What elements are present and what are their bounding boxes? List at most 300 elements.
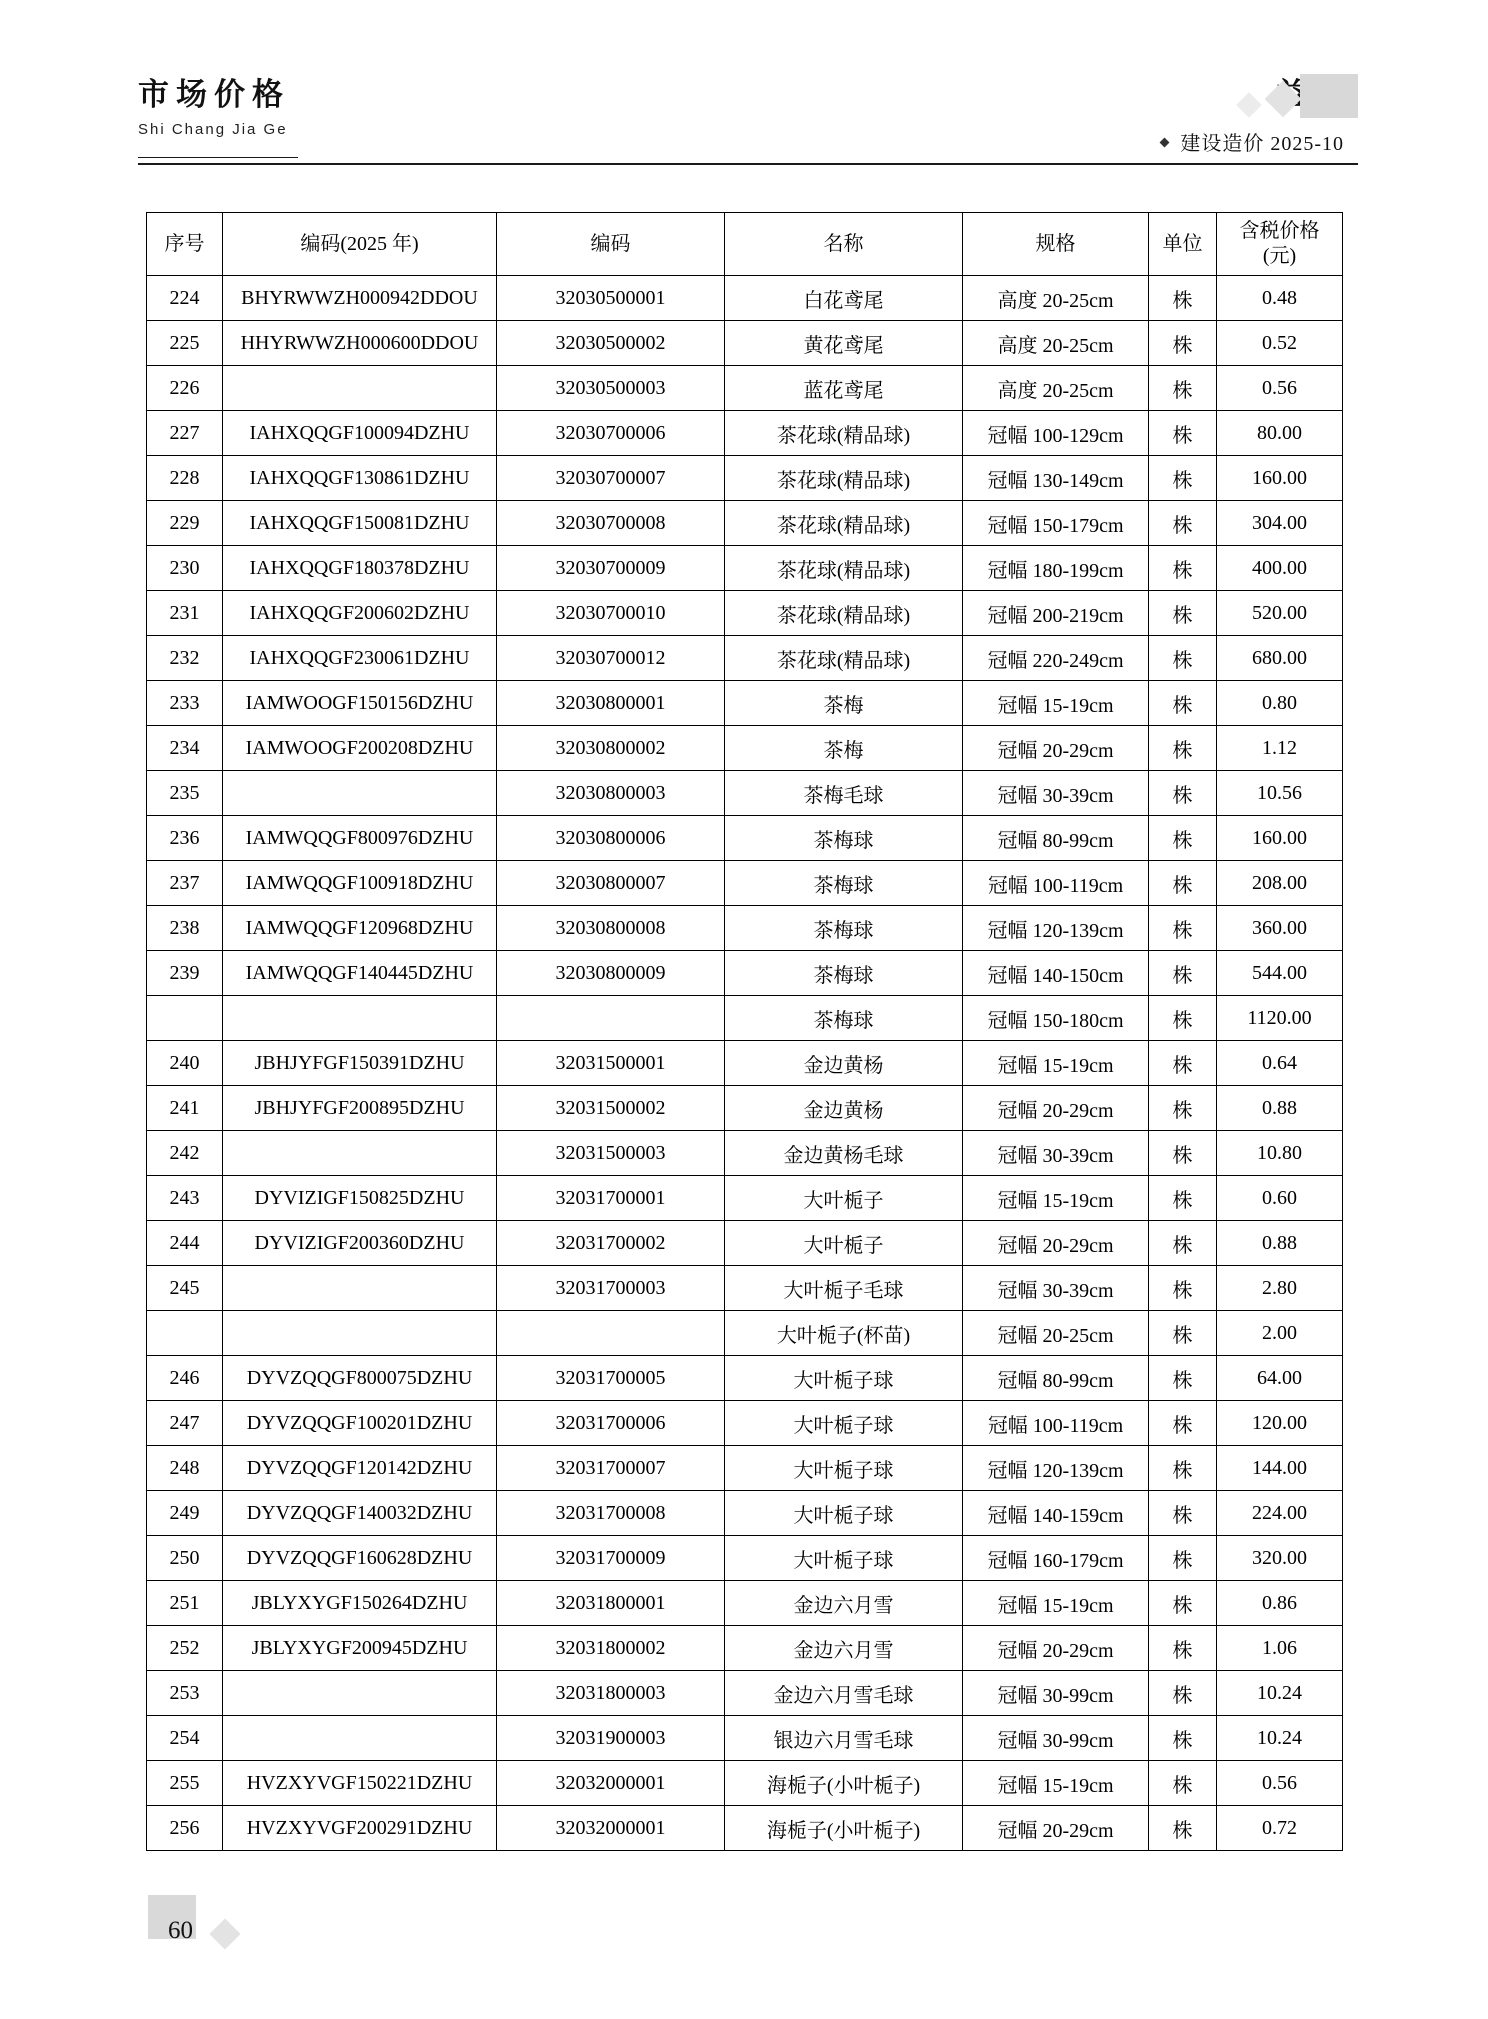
table-row (147, 1446, 1343, 1491)
cell-unit: 株 (1149, 1176, 1217, 1221)
cell-code-2025: DYVIZIGF200360DZHU (223, 1221, 497, 1266)
cell-name: 茶花球(精品球) (725, 546, 963, 591)
cell-name: 茶花球(精品球) (725, 636, 963, 681)
table-row (147, 1221, 1343, 1266)
cell-name: 金边六月雪 (725, 1626, 963, 1671)
cell-spec: 冠幅 120-139cm (963, 906, 1149, 951)
cell-name: 茶梅毛球 (725, 771, 963, 816)
cell-code-2025: JBHJYFGF200895DZHU (223, 1086, 497, 1131)
cell-name: 茶梅 (725, 681, 963, 726)
cell-code: 32031700005 (497, 1356, 725, 1401)
cell-code-2025: IAHXQQGF230061DZHU (223, 636, 497, 681)
footer-decoration-diamond (209, 1918, 240, 1949)
cell-unit: 株 (1149, 501, 1217, 546)
cell-code-2025: HHYRWWZH000600DDOU (223, 321, 497, 366)
cell-price: 400.00 (1217, 546, 1343, 591)
cell-index: 242 (147, 1131, 223, 1176)
cell-price: 0.88 (1217, 1221, 1343, 1266)
cell-name: 大叶栀子球 (725, 1536, 963, 1581)
table-row (147, 276, 1343, 321)
cell-name: 茶梅球 (725, 996, 963, 1041)
cell-index: 245 (147, 1266, 223, 1311)
cell-index: 224 (147, 276, 223, 321)
cell-unit: 株 (1149, 726, 1217, 771)
cell-price: 160.00 (1217, 816, 1343, 861)
page-header (138, 78, 1358, 168)
cell-spec: 冠幅 15-19cm (963, 1761, 1149, 1806)
cell-unit: 株 (1149, 1266, 1217, 1311)
cell-price: 0.80 (1217, 681, 1343, 726)
cell-unit: 株 (1149, 1221, 1217, 1266)
cell-code-2025: DYVZQQGF100201DZHU (223, 1401, 497, 1446)
cell-name: 大叶栀子球 (725, 1491, 963, 1536)
cell-price: 120.00 (1217, 1401, 1343, 1446)
cell-code: 32030700012 (497, 636, 725, 681)
table-row (147, 1581, 1343, 1626)
col-header-price-line1: 含税价格 (1239, 220, 1320, 242)
table-row (147, 1041, 1343, 1086)
cell-unit: 株 (1149, 1041, 1217, 1086)
cell-code-2025: DYVZQQGF120142DZHU (223, 1446, 497, 1491)
cell-name: 大叶栀子球 (725, 1446, 963, 1491)
cell-unit: 株 (1149, 1761, 1217, 1806)
cell-price: 160.00 (1217, 456, 1343, 501)
cell-code-2025: DYVZQQGF800075DZHU (223, 1356, 497, 1401)
cell-name: 茶梅球 (725, 816, 963, 861)
cell-unit: 株 (1149, 1716, 1217, 1761)
cell-index: 243 (147, 1176, 223, 1221)
table-row (147, 1356, 1343, 1401)
cell-index: 252 (147, 1626, 223, 1671)
cell-index: 236 (147, 816, 223, 861)
cell-index: 239 (147, 951, 223, 996)
cell-name: 大叶栀子 (725, 1176, 963, 1221)
cell-name: 银边六月雪毛球 (725, 1716, 963, 1761)
cell-index: 250 (147, 1536, 223, 1581)
page-footer (148, 1895, 448, 1955)
cell-price: 680.00 (1217, 636, 1343, 681)
cell-spec: 冠幅 180-199cm (963, 546, 1149, 591)
cell-code-2025: IAHXQQGF150081DZHU (223, 501, 497, 546)
cell-name: 茶花球(精品球) (725, 591, 963, 636)
cell-spec: 冠幅 20-29cm (963, 1626, 1149, 1671)
cell-code: 32031700003 (497, 1266, 725, 1311)
cell-spec: 冠幅 20-25cm (963, 1311, 1149, 1356)
cell-code-2025: BHYRWWZH000942DDOU (223, 276, 497, 321)
cell-unit: 株 (1149, 546, 1217, 591)
cell-code: 32030700010 (497, 591, 725, 636)
cell-unit: 株 (1149, 1401, 1217, 1446)
cell-price: 520.00 (1217, 591, 1343, 636)
cell-unit: 株 (1149, 1086, 1217, 1131)
table-row (147, 1536, 1343, 1581)
cell-code: 32031500001 (497, 1041, 725, 1086)
diamond-icon (1160, 137, 1170, 147)
cell-price: 0.88 (1217, 1086, 1343, 1131)
cell-code-2025: JBLYXYGF150264DZHU (223, 1581, 497, 1626)
cell-price: 64.00 (1217, 1356, 1343, 1401)
cell-code-2025: IAHXQQGF180378DZHU (223, 546, 497, 591)
cell-spec: 冠幅 150-179cm (963, 501, 1149, 546)
cell-price: 0.64 (1217, 1041, 1343, 1086)
cell-name: 茶梅球 (725, 906, 963, 951)
cell-spec: 冠幅 30-39cm (963, 1131, 1149, 1176)
cell-price: 144.00 (1217, 1446, 1343, 1491)
cell-unit: 株 (1149, 1671, 1217, 1716)
header-right (758, 78, 1358, 156)
cell-price: 10.24 (1217, 1671, 1343, 1716)
decoration-square (1300, 74, 1358, 118)
cell-price: 0.48 (1217, 276, 1343, 321)
table-row (147, 726, 1343, 771)
col-header-price-line2: (元) (1262, 245, 1297, 267)
col-header-spec: 规格 (963, 213, 1149, 276)
table-row (147, 861, 1343, 906)
cell-index: 256 (147, 1806, 223, 1851)
cell-code-2025: DYVIZIGF150825DZHU (223, 1176, 497, 1221)
cell-unit: 株 (1149, 411, 1217, 456)
cell-unit: 株 (1149, 771, 1217, 816)
price-table (146, 212, 1343, 1851)
cell-code: 32032000001 (497, 1806, 725, 1851)
table-row (147, 546, 1343, 591)
cell-index: 231 (147, 591, 223, 636)
cell-spec: 冠幅 30-39cm (963, 771, 1149, 816)
cell-name: 大叶栀子(杯苗) (725, 1311, 963, 1356)
cell-spec: 冠幅 80-99cm (963, 816, 1149, 861)
cell-spec: 冠幅 30-99cm (963, 1671, 1149, 1716)
cell-code: 32030700007 (497, 456, 725, 501)
cell-code-2025 (223, 996, 497, 1041)
cell-index: 248 (147, 1446, 223, 1491)
cell-unit: 株 (1149, 321, 1217, 366)
cell-index: 255 (147, 1761, 223, 1806)
section-title: 市场价格 (138, 77, 290, 112)
cell-index: 241 (147, 1086, 223, 1131)
cell-code-2025 (223, 1716, 497, 1761)
cell-code: 32032000001 (497, 1761, 725, 1806)
cell-code: 32030800003 (497, 771, 725, 816)
cell-code-2025: IAMWQQGF120968DZHU (223, 906, 497, 951)
cell-price: 10.24 (1217, 1716, 1343, 1761)
cell-unit: 株 (1149, 1536, 1217, 1581)
cell-code: 32031500002 (497, 1086, 725, 1131)
cell-code: 32031800002 (497, 1626, 725, 1671)
col-header-price (1217, 213, 1343, 276)
cell-name: 金边黄杨 (725, 1086, 963, 1131)
cell-code: 32030500001 (497, 276, 725, 321)
cell-index: 246 (147, 1356, 223, 1401)
cell-code: 32031700006 (497, 1401, 725, 1446)
table-row (147, 1806, 1343, 1851)
price-table-container (146, 212, 1342, 1851)
cell-index: 253 (147, 1671, 223, 1716)
cell-price: 0.56 (1217, 1761, 1343, 1806)
cell-spec: 高度 20-25cm (963, 321, 1149, 366)
cell-name: 茶花球(精品球) (725, 411, 963, 456)
cell-index: 226 (147, 366, 223, 411)
cell-spec: 冠幅 15-19cm (963, 1041, 1149, 1086)
cell-index (147, 1311, 223, 1356)
cell-price: 0.56 (1217, 366, 1343, 411)
table-row (147, 321, 1343, 366)
cell-code: 32031700007 (497, 1446, 725, 1491)
cell-name: 大叶栀子毛球 (725, 1266, 963, 1311)
col-header-unit: 单位 (1149, 213, 1217, 276)
table-row (147, 951, 1343, 996)
cell-code-2025: HVZXYVGF150221DZHU (223, 1761, 497, 1806)
table-row (147, 1266, 1343, 1311)
cell-spec: 冠幅 80-99cm (963, 1356, 1149, 1401)
cell-price: 320.00 (1217, 1536, 1343, 1581)
cell-code: 32031900003 (497, 1716, 725, 1761)
cell-code: 32030800008 (497, 906, 725, 951)
cell-spec: 冠幅 140-150cm (963, 951, 1149, 996)
cell-unit: 株 (1149, 366, 1217, 411)
cell-name: 黄花鸢尾 (725, 321, 963, 366)
cell-price: 10.56 (1217, 771, 1343, 816)
table-row (147, 1716, 1343, 1761)
cell-name: 金边黄杨毛球 (725, 1131, 963, 1176)
publication-subtitle (758, 127, 1358, 156)
table-row (147, 456, 1343, 501)
table-row (147, 636, 1343, 681)
cell-index (147, 996, 223, 1041)
cell-unit: 株 (1149, 681, 1217, 726)
cell-name: 茶花球(精品球) (725, 501, 963, 546)
cell-code: 32031700008 (497, 1491, 725, 1536)
cell-spec: 冠幅 100-119cm (963, 861, 1149, 906)
cell-code: 32030800006 (497, 816, 725, 861)
cell-spec: 冠幅 30-39cm (963, 1266, 1149, 1311)
cell-index: 234 (147, 726, 223, 771)
cell-index: 237 (147, 861, 223, 906)
cell-price: 2.00 (1217, 1311, 1343, 1356)
cell-name: 茶梅球 (725, 861, 963, 906)
cell-code (497, 996, 725, 1041)
table-row (147, 1131, 1343, 1176)
cell-index: 251 (147, 1581, 223, 1626)
cell-code: 32031700001 (497, 1176, 725, 1221)
cell-index: 254 (147, 1716, 223, 1761)
cell-code: 32031500003 (497, 1131, 725, 1176)
table-row (147, 366, 1343, 411)
cell-name: 海栀子(小叶栀子) (725, 1761, 963, 1806)
cell-index: 249 (147, 1491, 223, 1536)
cell-name: 金边六月雪 (725, 1581, 963, 1626)
cell-code-2025 (223, 1131, 497, 1176)
cell-unit: 株 (1149, 1491, 1217, 1536)
cell-index: 247 (147, 1401, 223, 1446)
cell-index: 238 (147, 906, 223, 951)
cell-code: 32030700009 (497, 546, 725, 591)
cell-index: 229 (147, 501, 223, 546)
cell-spec: 冠幅 220-249cm (963, 636, 1149, 681)
cell-index: 228 (147, 456, 223, 501)
cell-index: 232 (147, 636, 223, 681)
cell-unit: 株 (1149, 456, 1217, 501)
cell-spec: 冠幅 20-29cm (963, 1086, 1149, 1131)
cell-code-2025 (223, 1311, 497, 1356)
cell-price: 0.60 (1217, 1176, 1343, 1221)
cell-code: 32030700008 (497, 501, 725, 546)
cell-price: 0.86 (1217, 1581, 1343, 1626)
table-row (147, 501, 1343, 546)
cell-code: 32030800002 (497, 726, 725, 771)
cell-code-2025: IAMWQQGF140445DZHU (223, 951, 497, 996)
cell-spec: 冠幅 15-19cm (963, 681, 1149, 726)
cell-price: 0.52 (1217, 321, 1343, 366)
cell-spec: 冠幅 15-19cm (963, 1176, 1149, 1221)
cell-name: 海栀子(小叶栀子) (725, 1806, 963, 1851)
cell-price: 304.00 (1217, 501, 1343, 546)
table-row (147, 1761, 1343, 1806)
table-row (147, 771, 1343, 816)
cell-code-2025: IAHXQQGF130861DZHU (223, 456, 497, 501)
cell-code (497, 1311, 725, 1356)
publication-subtitle-text: 建设造价 2025-10 (1180, 133, 1344, 155)
cell-unit: 株 (1149, 276, 1217, 321)
cell-unit: 株 (1149, 1581, 1217, 1626)
cell-name: 白花鸢尾 (725, 276, 963, 321)
cell-price: 2.80 (1217, 1266, 1343, 1311)
cell-unit: 株 (1149, 906, 1217, 951)
cell-code: 32030700006 (497, 411, 725, 456)
cell-code-2025 (223, 1266, 497, 1311)
cell-index: 233 (147, 681, 223, 726)
cell-spec: 冠幅 20-29cm (963, 1806, 1149, 1851)
cell-unit: 株 (1149, 1806, 1217, 1851)
table-header-row (147, 213, 1343, 276)
table-body (147, 276, 1343, 1851)
cell-name: 大叶栀子球 (725, 1356, 963, 1401)
cell-spec: 冠幅 30-99cm (963, 1716, 1149, 1761)
cell-index: 235 (147, 771, 223, 816)
cell-name: 大叶栀子 (725, 1221, 963, 1266)
cell-code-2025: IAHXQQGF200602DZHU (223, 591, 497, 636)
cell-index: 227 (147, 411, 223, 456)
cell-code-2025: IAMWQQGF800976DZHU (223, 816, 497, 861)
cell-index: 230 (147, 546, 223, 591)
cell-name: 金边六月雪毛球 (725, 1671, 963, 1716)
cell-code: 32031800001 (497, 1581, 725, 1626)
table-row (147, 1626, 1343, 1671)
cell-price: 208.00 (1217, 861, 1343, 906)
cell-code-2025: IAHXQQGF100094DZHU (223, 411, 497, 456)
cell-spec: 冠幅 130-149cm (963, 456, 1149, 501)
cell-code: 32030500003 (497, 366, 725, 411)
cell-name: 金边黄杨 (725, 1041, 963, 1086)
cell-unit: 株 (1149, 996, 1217, 1041)
col-header-code: 编码 (497, 213, 725, 276)
table-row (147, 411, 1343, 456)
cell-code-2025: DYVZQQGF160628DZHU (223, 1536, 497, 1581)
cell-code-2025: HVZXYVGF200291DZHU (223, 1806, 497, 1851)
cell-price: 360.00 (1217, 906, 1343, 951)
col-header-code-2025: 编码(2025 年) (223, 213, 497, 276)
header-underline (138, 163, 1358, 165)
cell-code: 32030500002 (497, 321, 725, 366)
cell-unit: 株 (1149, 1356, 1217, 1401)
cell-spec: 冠幅 150-180cm (963, 996, 1149, 1041)
cell-spec: 冠幅 120-139cm (963, 1446, 1149, 1491)
cell-spec: 高度 20-25cm (963, 366, 1149, 411)
table-head (147, 213, 1343, 276)
section-title-pinyin: Shi Chang Jia Ge (138, 121, 288, 139)
cell-spec: 冠幅 100-119cm (963, 1401, 1149, 1446)
header-left (138, 78, 558, 138)
cell-spec: 冠幅 200-219cm (963, 591, 1149, 636)
cell-code-2025: JBLYXYGF200945DZHU (223, 1626, 497, 1671)
table-row (147, 1671, 1343, 1716)
cell-name: 大叶栀子球 (725, 1401, 963, 1446)
col-header-index: 序号 (147, 213, 223, 276)
cell-code: 32030800007 (497, 861, 725, 906)
cell-code-2025 (223, 366, 497, 411)
cell-name: 茶梅 (725, 726, 963, 771)
cell-unit: 株 (1149, 951, 1217, 996)
cell-code: 32030800001 (497, 681, 725, 726)
cell-unit: 株 (1149, 1131, 1217, 1176)
cell-price: 1120.00 (1217, 996, 1343, 1041)
cell-spec: 冠幅 140-159cm (963, 1491, 1149, 1536)
table-row (147, 1491, 1343, 1536)
cell-spec: 冠幅 160-179cm (963, 1536, 1149, 1581)
cell-code: 32031800003 (497, 1671, 725, 1716)
table-row (147, 996, 1343, 1041)
table-row (147, 906, 1343, 951)
cell-price: 80.00 (1217, 411, 1343, 456)
cell-code: 32030800009 (497, 951, 725, 996)
cell-code-2025 (223, 771, 497, 816)
cell-unit: 株 (1149, 591, 1217, 636)
cell-code: 32031700002 (497, 1221, 725, 1266)
cell-unit: 株 (1149, 861, 1217, 906)
cell-price: 544.00 (1217, 951, 1343, 996)
table-row (147, 681, 1343, 726)
cell-price: 0.72 (1217, 1806, 1343, 1851)
cell-index: 225 (147, 321, 223, 366)
cell-code-2025: IAMWQQGF100918DZHU (223, 861, 497, 906)
table-row (147, 816, 1343, 861)
page-number: 60 (168, 1917, 193, 1944)
cell-spec: 冠幅 20-29cm (963, 726, 1149, 771)
cell-code-2025: DYVZQQGF140032DZHU (223, 1491, 497, 1536)
cell-price: 10.80 (1217, 1131, 1343, 1176)
cell-unit: 株 (1149, 816, 1217, 861)
cell-index: 244 (147, 1221, 223, 1266)
table-row (147, 591, 1343, 636)
table-row (147, 1176, 1343, 1221)
cell-unit: 株 (1149, 1311, 1217, 1356)
cell-index: 240 (147, 1041, 223, 1086)
cell-code: 32031700009 (497, 1536, 725, 1581)
cell-unit: 株 (1149, 1626, 1217, 1671)
cell-code-2025 (223, 1671, 497, 1716)
col-header-name: 名称 (725, 213, 963, 276)
header-underline-short (138, 157, 298, 158)
cell-price: 1.06 (1217, 1626, 1343, 1671)
cell-spec: 冠幅 15-19cm (963, 1581, 1149, 1626)
cell-spec: 高度 20-25cm (963, 276, 1149, 321)
table-row (147, 1086, 1343, 1131)
cell-name: 茶梅球 (725, 951, 963, 996)
cell-name: 茶花球(精品球) (725, 456, 963, 501)
cell-code-2025: JBHJYFGF150391DZHU (223, 1041, 497, 1086)
table-row (147, 1311, 1343, 1356)
cell-unit: 株 (1149, 636, 1217, 681)
cell-code-2025: IAMWOOGF200208DZHU (223, 726, 497, 771)
